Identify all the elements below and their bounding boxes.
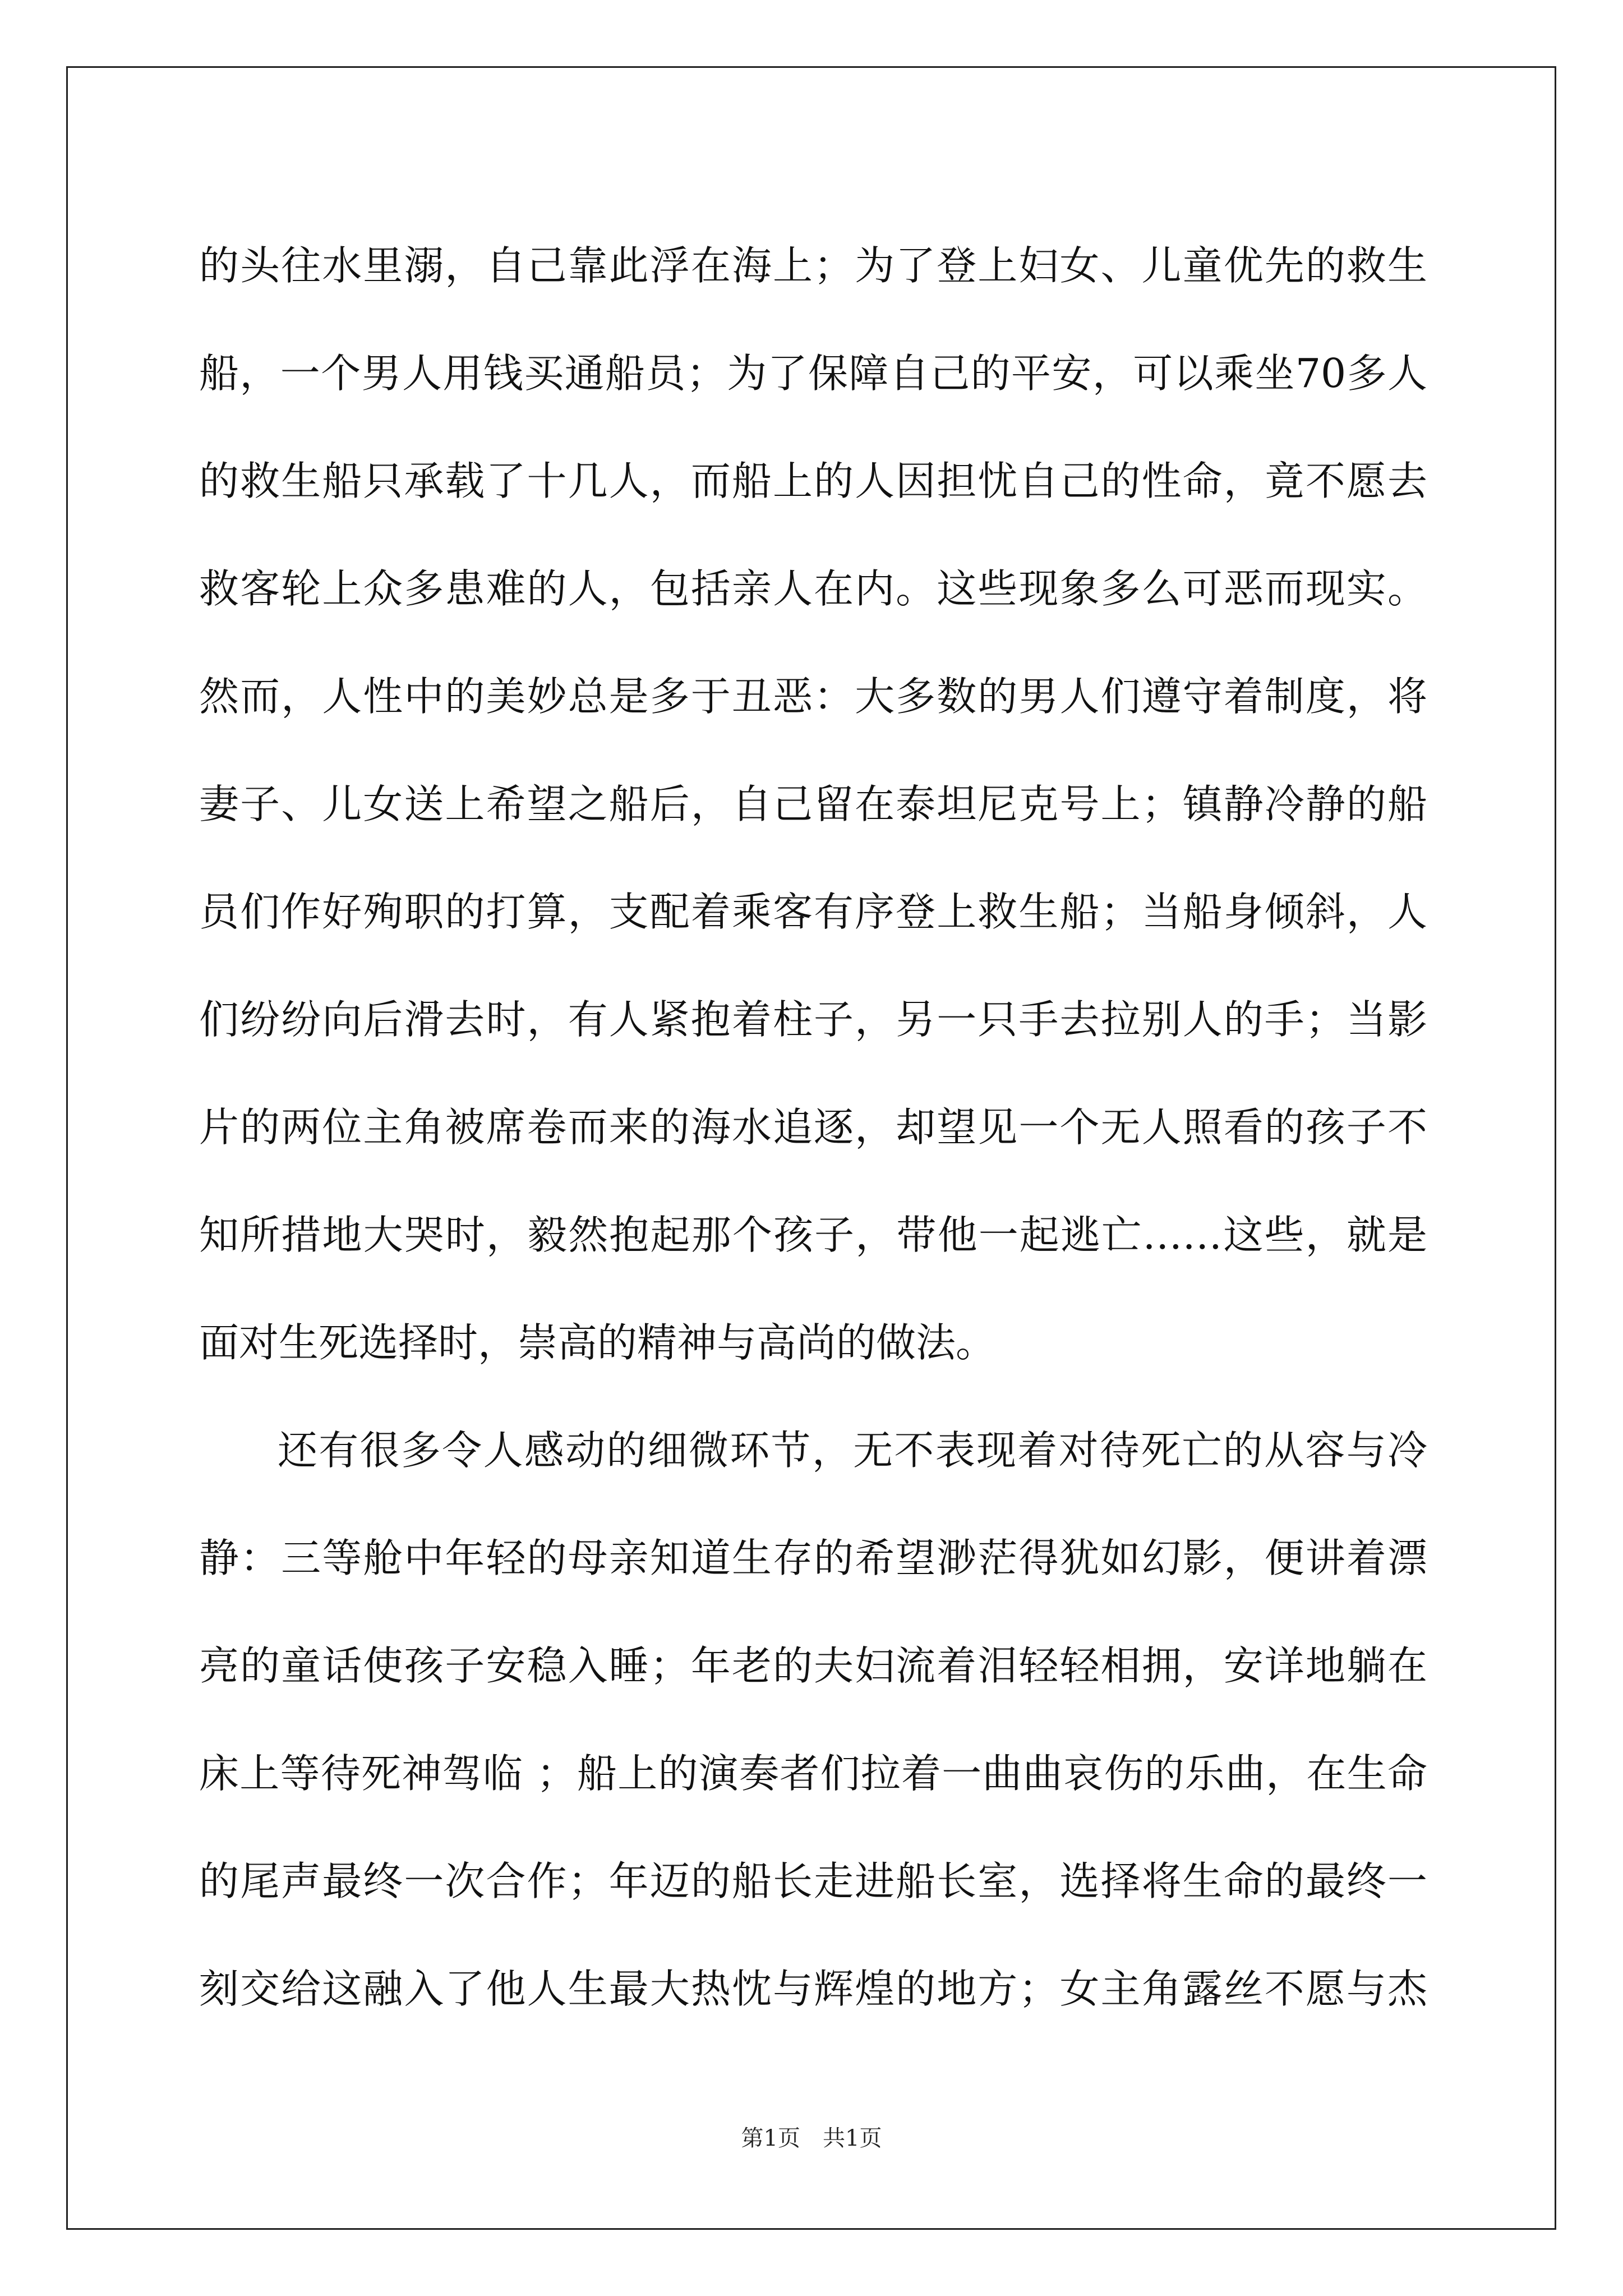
text-line: 员们作好殉职的打算，支配着乘客有序登上救生船；当船身倾斜，人	[199, 889, 1427, 935]
document-body	[199, 212, 1427, 2043]
text-line: 妻子、儿女送上希望之船后，自己留在泰坦尼克号上；镇静冷静的船	[199, 781, 1427, 827]
text-line: 面对生死选择时，崇高的精神与高尚的做法。	[199, 1319, 996, 1366]
text-line: 然而，人性中的美妙总是多于丑恶：大多数的男人们遵守着制度，将	[199, 673, 1427, 720]
text-line: 静：三等舱中年轻的母亲知道生存的希望渺茫得犹如幻影，便讲着漂	[199, 1535, 1427, 1581]
page-total: 共1页	[823, 2125, 882, 2151]
text-line: 知所措地大哭时，毅然抱起那个孩子，带他一起逃亡……这些，就是	[199, 1212, 1427, 1258]
text-line: 床上等待死神驾临 ；船上的演奏者们拉着一曲曲哀伤的乐曲，在生命	[199, 1750, 1427, 1797]
text-line: 亮的童话使孩子安稳入睡；年老的夫妇流着泪轻轻相拥，安详地躺在	[199, 1642, 1427, 1689]
text-line: 还有很多令人感动的细微环节，无不表现着对待死亡的从容与冷	[278, 1427, 1427, 1474]
text-line: 们纷纷向后滑去时，有人紧抱着柱子，另一只手去拉别人的手；当影	[199, 996, 1427, 1043]
text-line: 的救生船只承载了十几人，而船上的人因担忧自己的性命，竟不愿去	[199, 458, 1427, 504]
page-footer	[0, 2120, 1623, 2152]
text-line: 的尾声最终一次合作；年迈的船长走进船长室，选择将生命的最终一	[199, 1858, 1427, 1904]
text-line: 救客轮上众多患难的人，包括亲人在内。这些现象多么可恶而现实。	[199, 565, 1427, 612]
text-line: 船，一个男人用钱买通船员；为了保障自己的平安，可以乘坐70多人	[199, 350, 1427, 397]
text-line: 片的两位主角被席卷而来的海水追逐，却望见一个无人照看的孩子不	[199, 1104, 1427, 1151]
page-number: 第1页	[741, 2125, 800, 2151]
text-line: 的头往水里溺，自己靠此浮在海上；为了登上妇女、儿童优先的救生	[199, 242, 1427, 289]
text-line: 刻交给这融入了他人生最大热忱与辉煌的地方；女主角露丝不愿与杰	[199, 1966, 1427, 2012]
